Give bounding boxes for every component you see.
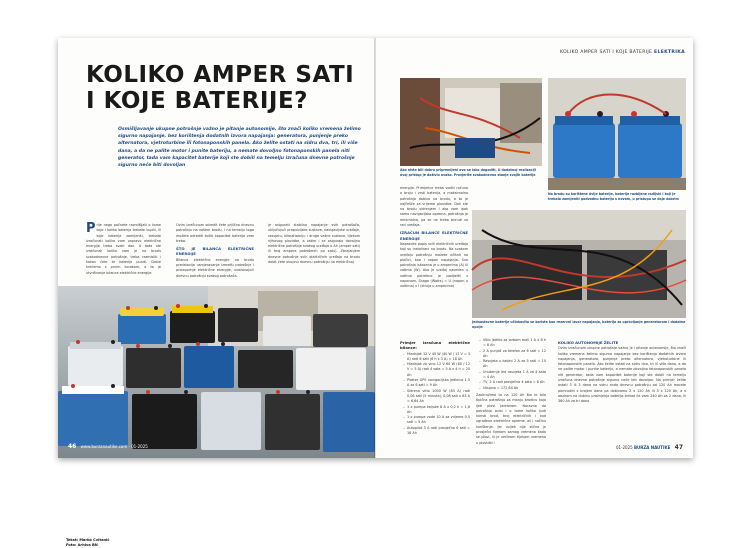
list-item: – Vitlo jedrilo za jarbom mali 1 A x 8 h = 8 Ah [480, 338, 546, 349]
photo-credits [66, 538, 109, 548]
caption-3: Jednostavne baterije učinkovito se koriste kao rezervni izvor napajanja, baterija za upravljanje generatorom i dodatne opcije [472, 320, 686, 329]
cables-illustration [472, 210, 686, 318]
list-item: – Hladnjak za vino 12 V 60 W (60 / 12 V = 5 A) radi 4 sata = 5 A x 4 h = 20 Ah [404, 362, 470, 378]
example-bullets-2 [476, 338, 546, 391]
credit-photo-author: Foto: Arhiva BN [66, 543, 98, 547]
right-folio [616, 444, 683, 451]
title-line-1: KOLIKO AMPER SATI [86, 62, 355, 88]
list-item: – Plotter GPS navigacijska jedinica 1.5 A za 6 sati = 9 Ah [404, 378, 470, 389]
section-title: KOLIKO AMPER SATI I KOJE BATERIJE [560, 50, 653, 55]
drop-cap: P [86, 221, 96, 236]
cables-photo [472, 210, 686, 318]
column-2-text-2: Bilanca električne energije na brodu predstavlja usmjeravanje između potrošnje i proizvodnje električne energije, uvažavajući dnevnu potrošnju svakog potrošača. [176, 257, 254, 278]
article-title [86, 62, 366, 114]
autonomy-subhead: KOLIKO AUTONOMIJE ŽELITE [558, 340, 619, 345]
list-item: – 2 A punjač za telefon za 6 sati = 12 Ah [480, 349, 546, 360]
article-lead: Osmišljavanje ukupne potrošnje važno je pitanje autonomije, što znači koliko vremena želimo sigurno napajanje, bez korištenja dodatnih izvora napajanja: generatora, punjenje preko alternatora, vjetroturbine ili fotonaponskih panela. Ako želite ostati na sidru dva, tri, ili više dana, a da ne palite motor i punite bateriju, a nemate dovoljno fotonaponskih panela niti generator, tada vam kapacitet baterije koji ste dobili na temelju izračuna dnevne potrošnje sigurno neće biti dovoljan [118, 127, 361, 169]
column-a-text-2: Napravite popis svih električnih uređaja koji su instalirani na brodu. Na svakom uređaju potrošnju možete očitati na pločici, kao i napon napajanja. Sva potrošnja iskazana je u amperima (A) ili vatima (W). Ako je uređaj naveden u vatima potrebno je podijeliti s naponom. Snaga (Watts) = U (napon u voltima) x I (struja u amperima) [400, 241, 468, 289]
batteries-photo [58, 286, 375, 547]
batteries-illustration [58, 286, 375, 458]
column-a-subhead: IZRAČUN BILANCE ELEKTRIČNE ENERGIJE [400, 230, 468, 241]
list-item: – Autopilot 3 A radi prosječno 6 sati = 18 Ah [404, 426, 470, 437]
example-list-title: Primjer izračuna električne bilance: [400, 340, 470, 351]
section-header [560, 50, 685, 55]
column-a-text: energije. Primjerice treba voditi računa o broju i vrsti baterija, a maksimalna potrošnja dobiva na brodu, a to je najčešće za vrijeme plovidbe. Dok ste na brodu sidrenjem i ako vam ipak samo navigacijska oprema, potrošnja je minimalna, pa se ne treba brinuti za rad uređaja. [400, 186, 468, 228]
wiring-photo [400, 78, 542, 166]
text-column-3 [268, 223, 360, 265]
column-b-text: Zaokružimo to na 120 Ah što bi bila tipična potrošnja za manju brodicu koja ljeti plovi Jadranom. Naravno da potrošnja ovisi i o tome koliko ljudi koristi brod, broj električnih i kod ugrađene električne opreme, ali i načinu korištenja. Jer uvijek nije slično je prosječni tijekom samog vremena kada se plovi, ili je većinom tijekom vremena u plovidbi i [476, 392, 546, 445]
right-folio-magazine: BURZA NAUTIKE [633, 445, 671, 450]
caption-1: Ako niste bili dobro pripremljeni ovo se lako dogoditi, U dodatnoj realizaciji ovaj pristup je doživio ovako. Provjerite svakodnevno stanje svojih baterija [400, 168, 536, 177]
column-2-subhead: ŠTO JE BILANCA ELEKTRIČNE ENERGIJE [176, 246, 254, 257]
column-2-text: Ovim izračunom odredit ćete prilično dnevnu potrošnju na vašem brodu, i na temelju toga možete odrediti koliki kapacitet baterija vam treba. [176, 223, 254, 243]
list-item: – 1 x pumpa vode 10 A za vrijeme 0,5 sati = 5 Ah [404, 415, 470, 426]
right-page-number: 47 [674, 444, 683, 451]
left-page-number: 46 [68, 443, 77, 450]
caption-2: Na brodu su korištene dvije baterije, baterije razbijene radijski i koji je trebalo zamijeniti podvodnu bateriju s novom, u pristupu se daje dobrim [548, 192, 679, 201]
example-bullets [400, 352, 470, 437]
list-item: – 1 x pumpa kaljuže 8 A x 0,2 h = 1,6 Ah [404, 405, 470, 416]
example-list [400, 338, 470, 436]
column-1-text: rije nego počnete razmišljati o tome koje i koliko baterija trebate kupiti, ili koje baterije zamijeniti, trebate izračunati koliko vam zapravo električne energije treba svaki dan. A tada ste izračunali koliko vam je na brodu svakodnevne potrošnje, treba razmisliti i kakav ćete te baterije puniti. Dakle krećemo s prvim korakom, a to je utvrđivanje bilance električne energije. [86, 223, 161, 275]
list-item: – Unutarnje led rasvjeta 1 A za 4 sata = 4 Ah [480, 370, 546, 381]
right-column-b [476, 338, 546, 446]
right-column-c [558, 338, 686, 405]
list-item: – TV, 2 A radi prosječno 4 sata = 8 Ah [480, 380, 546, 385]
text-column-1 [86, 223, 161, 276]
list-item: – Sidreno vitlo 1000 W (83 A) radi 0,08 sati (5 minuta), 0,08 sati x 83 A = 6,64 Ah [404, 389, 470, 405]
right-folio-issue: 01-2025 [615, 445, 633, 450]
credit-text-author: Tekst: Marko Cvitanić [66, 538, 110, 542]
list-item: – Hladnjak 12 V 40 W (40 W / 12 V = 3 A) radi 6 sati (6 h x 3 A) = 18 Ah [404, 352, 470, 363]
list-item: – Ukupno = 172,64 Ah [480, 386, 546, 391]
autonomy-text: Ovim izračunom ukupne potrošnje važno je i pitanje autonomije, što znači koliko vremena želimo sigurno napajanje bez korištenja dodatnih izvora napajanja, generatora, punjenje preko alternatora, vjetroturbine ili fotonaponskih panela. Ako želite ostati na sidru dva, tri ili više dana, a da ne palite motor i punite bateriju, a nemate dovoljno fotonaponskih panela niti generator, tada vam kapacitet baterije koji ste dobili na temelju izračuna dnevne potrošnje sigurno neće biti dovoljan. Na primjer želite ostati 3 ili 3 dana na sidru onda dnevnu potrošnju od 120 Ah morate pomnožiti s brojem dana pa dobivamo 2 x 120 Ah ili 3 x 120 Ah, a s obzirom na dubinu pražnjenja baterija trebat će vam 240 Ah za 2 dana, ili 360 Ah za tri dana [558, 346, 686, 404]
left-page [58, 38, 375, 547]
new-batteries-photo [548, 78, 686, 190]
list-item: – Rasvjeta u kabini 2 A za 5 sati = 10 Ah [480, 359, 546, 370]
right-page [376, 38, 693, 458]
right-column-a [400, 186, 468, 290]
text-column-2 [176, 223, 254, 279]
left-folio-magazine: www.burzanautike.com · 01-2025 [80, 444, 148, 449]
column-3-text: je osigurati stabilno napajanje svih potrošača, uključujući propulzijske sustave, navigacijske uređaje, rasvjetu, klimatizaciju i druge važne sustave, tijekom njihovog plovidbe, a zatim i se osiguralo dovoljno električne potrošnje svakog uređaja u Ah (amper sati) ili broj ampera potrošenih po satu). Zbrajanjem dnevne potrošnje svih električnih uređaja na brodu dobit ćete ukupnu dnevnu potrošnju na električnoj [268, 223, 360, 265]
title-line-2: I KOJE BATERIJE? [86, 88, 309, 114]
section-accent: ELEKTRIKA [654, 50, 685, 55]
left-folio [68, 443, 148, 450]
magazine-spread [58, 38, 693, 547]
new-batteries-illustration [548, 78, 686, 190]
wiring-illustration [400, 78, 542, 166]
